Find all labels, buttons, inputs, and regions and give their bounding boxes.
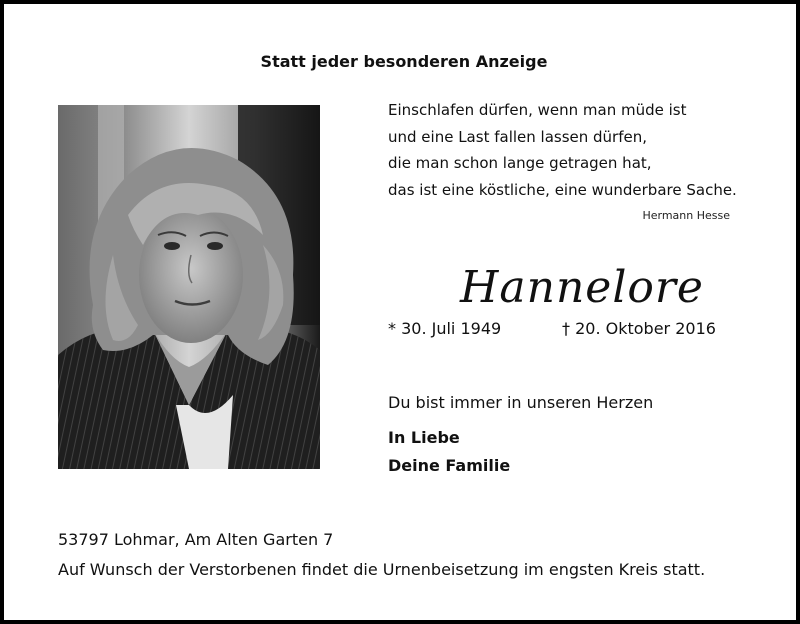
deceased-name: Hannelore (460, 262, 704, 313)
poem-author: Hermann Hesse (642, 209, 730, 222)
address: 53797 Lohmar, Am Alten Garten 7 (58, 530, 334, 549)
poem-line: Einschlafen dürfen, wenn man müde ist (388, 101, 687, 119)
closing-line: In Liebe (388, 428, 460, 447)
burial-notice: Auf Wunsch der Verstorbenen findet die Urnenbeisetzung im engsten Kreis statt. (58, 560, 706, 579)
notice-heading: Statt jeder besonderen Anzeige (260, 52, 548, 71)
remembrance-line: Du bist immer in unseren Herzen (388, 393, 654, 412)
poem-line: die man schon lange getragen hat, (388, 154, 652, 172)
portrait-photo (58, 105, 320, 469)
birth-date: * 30. Juli 1949 (388, 319, 502, 338)
signature-line: Deine Familie (388, 456, 511, 475)
poem-line: das ist eine köstliche, eine wunderbare Sache. (388, 180, 737, 199)
death-date: † 20. Oktober 2016 (562, 319, 716, 338)
poem (388, 97, 737, 203)
poem-line: und eine Last fallen lassen dürfen, (388, 127, 647, 146)
portrait-image (58, 105, 320, 469)
